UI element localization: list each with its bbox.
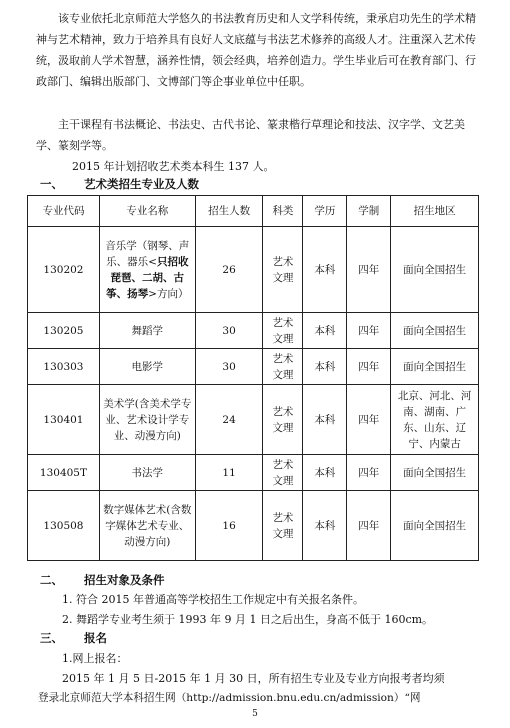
cell-type-line2: 文理 [272, 421, 294, 434]
cell-type [263, 385, 303, 455]
table-row [28, 349, 479, 385]
intro-paragraph-3: 2015 年计划招收艺术类本科生 137 人。 [72, 160, 275, 173]
table-row [28, 385, 479, 455]
section-2-item-2: 2. 舞蹈学专业考生须于 1993 年 9 月 1 日之后出生，身高不低于 160cm。 [62, 613, 434, 626]
cell-name: 书法学 [99, 455, 195, 491]
cell-years: 四年 [347, 313, 391, 349]
cell-code: 130205 [28, 313, 100, 349]
cell-count: 30 [195, 313, 263, 349]
section-1-number: 一、 [40, 177, 63, 191]
section-3-body-line-2: 登录北京师范大学本科招生网（http://admission.bnu.edu.cn/admission）“网 [38, 692, 421, 704]
cell-type-line1: 艺术 [272, 511, 294, 524]
header-type: 科类 [263, 196, 303, 227]
cell-type-line2: 文理 [272, 474, 294, 487]
cell-code: 130405T [28, 455, 100, 491]
cell-region: 面向全国招生 [391, 491, 479, 561]
cell-count: 11 [195, 455, 263, 491]
cell-code: 130202 [28, 227, 100, 313]
section-2-item-1: 1. 符合 2015 年普通高等学校招生工作规定中有关报名条件。 [62, 593, 364, 606]
cell-name-prefix: 音乐学（钢琴、声乐、器乐< [105, 239, 190, 268]
cell-level: 本科 [303, 313, 347, 349]
header-years: 学制 [347, 196, 391, 227]
section-1-heading [40, 176, 199, 192]
cell-type-line2: 文理 [272, 271, 294, 284]
majors-table [27, 195, 479, 561]
cell-years: 四年 [347, 491, 391, 561]
cell-region: 北京、河北、河南、湖南、广东、山东、辽宁、内蒙古 [391, 385, 479, 455]
table-row [28, 491, 479, 561]
header-count: 招生人数 [195, 196, 263, 227]
table-row [28, 227, 479, 313]
cell-name: 舞蹈学 [99, 313, 195, 349]
cell-type-line2: 文理 [272, 332, 294, 345]
cell-level: 本科 [303, 349, 347, 385]
cell-count: 30 [195, 349, 263, 385]
section-2-title: 招生对象及条件 [84, 573, 165, 587]
cell-code: 130508 [28, 491, 100, 561]
cell-name: 美术学(含美术学专业、艺术设计学专业、动漫方向) [99, 385, 195, 455]
cell-years: 四年 [347, 227, 391, 313]
section-3-subheading: 1.网上报名： [62, 652, 128, 665]
cell-type-line2: 文理 [272, 527, 294, 540]
cell-type-line1: 艺术 [272, 316, 294, 329]
cell-years: 四年 [347, 385, 391, 455]
section-3-title: 报名 [84, 631, 107, 645]
cell-region: 面向全国招生 [391, 455, 479, 491]
section-2-number: 二、 [40, 573, 63, 587]
cell-count: 24 [195, 385, 263, 455]
cell-count: 26 [195, 227, 263, 313]
cell-region: 面向全国招生 [391, 313, 479, 349]
cell-region: 面向全国招生 [391, 227, 479, 313]
section-1-title: 艺术类招生专业及人数 [84, 177, 199, 191]
cell-type-line1: 艺术 [272, 405, 294, 418]
intro-paragraph-2: 主干课程有书法概论、书法史、古代书论、篆隶楷行草理论和技法、汉字学、文艺美学、篆刻学等。 [36, 118, 465, 152]
intro-paragraph-1: 该专业依托北京师范大学悠久的书法教育历史和人文学科传统，秉承启功先生的学术精神与艺术精神，致力于培养具有良好人文底蕴与书法艺术修养的高级人才。注重深入艺术传统，汲取前人学术智慧，涵养性情，领会经典，培养创造力。学生毕业后可在教育部门、行政部门、编辑出版部门、文博部门等企事业单位中任职。 [36, 12, 476, 88]
cell-level: 本科 [303, 385, 347, 455]
cell-name: 数字媒体艺术(含数字媒体艺术专业、动漫方向) [99, 491, 195, 561]
cell-level: 本科 [303, 227, 347, 313]
cell-code: 130401 [28, 385, 100, 455]
cell-type-line1: 艺术 [272, 255, 294, 268]
cell-name-suffix: >方向） [148, 287, 189, 300]
table-header-row [28, 196, 479, 227]
cell-code: 130303 [28, 349, 100, 385]
header-region: 招生地区 [391, 196, 479, 227]
table-row [28, 455, 479, 491]
header-code: 专业代码 [28, 196, 100, 227]
cell-type-line1: 艺术 [272, 458, 294, 471]
page-number: 5 [252, 709, 258, 719]
cell-count: 16 [195, 491, 263, 561]
cell-type [263, 349, 303, 385]
cell-name: 电影学 [99, 349, 195, 385]
cell-years: 四年 [347, 349, 391, 385]
cell-type [263, 227, 303, 313]
cell-type [263, 491, 303, 561]
cell-type-line2: 文理 [272, 368, 294, 381]
cell-type [263, 455, 303, 491]
section-3-body-line-1: 2015 年 1 月 5 日-2015 年 1 月 30 日，所有招生专业及专业方向报考者均须 [62, 672, 445, 685]
header-level: 学历 [303, 196, 347, 227]
table-row [28, 313, 479, 349]
cell-years: 四年 [347, 455, 391, 491]
section-3-heading [40, 630, 107, 646]
cell-level: 本科 [303, 491, 347, 561]
cell-name [99, 227, 195, 313]
cell-type [263, 313, 303, 349]
cell-type-line1: 艺术 [272, 352, 294, 365]
header-name: 专业名称 [99, 196, 195, 227]
cell-region: 面向全国招生 [391, 349, 479, 385]
cell-name-bold: 只招收琵琶、二胡、古筝、扬琴 [106, 255, 189, 300]
section-3-number: 三、 [40, 631, 63, 645]
cell-level: 本科 [303, 455, 347, 491]
section-2-heading [40, 572, 165, 588]
